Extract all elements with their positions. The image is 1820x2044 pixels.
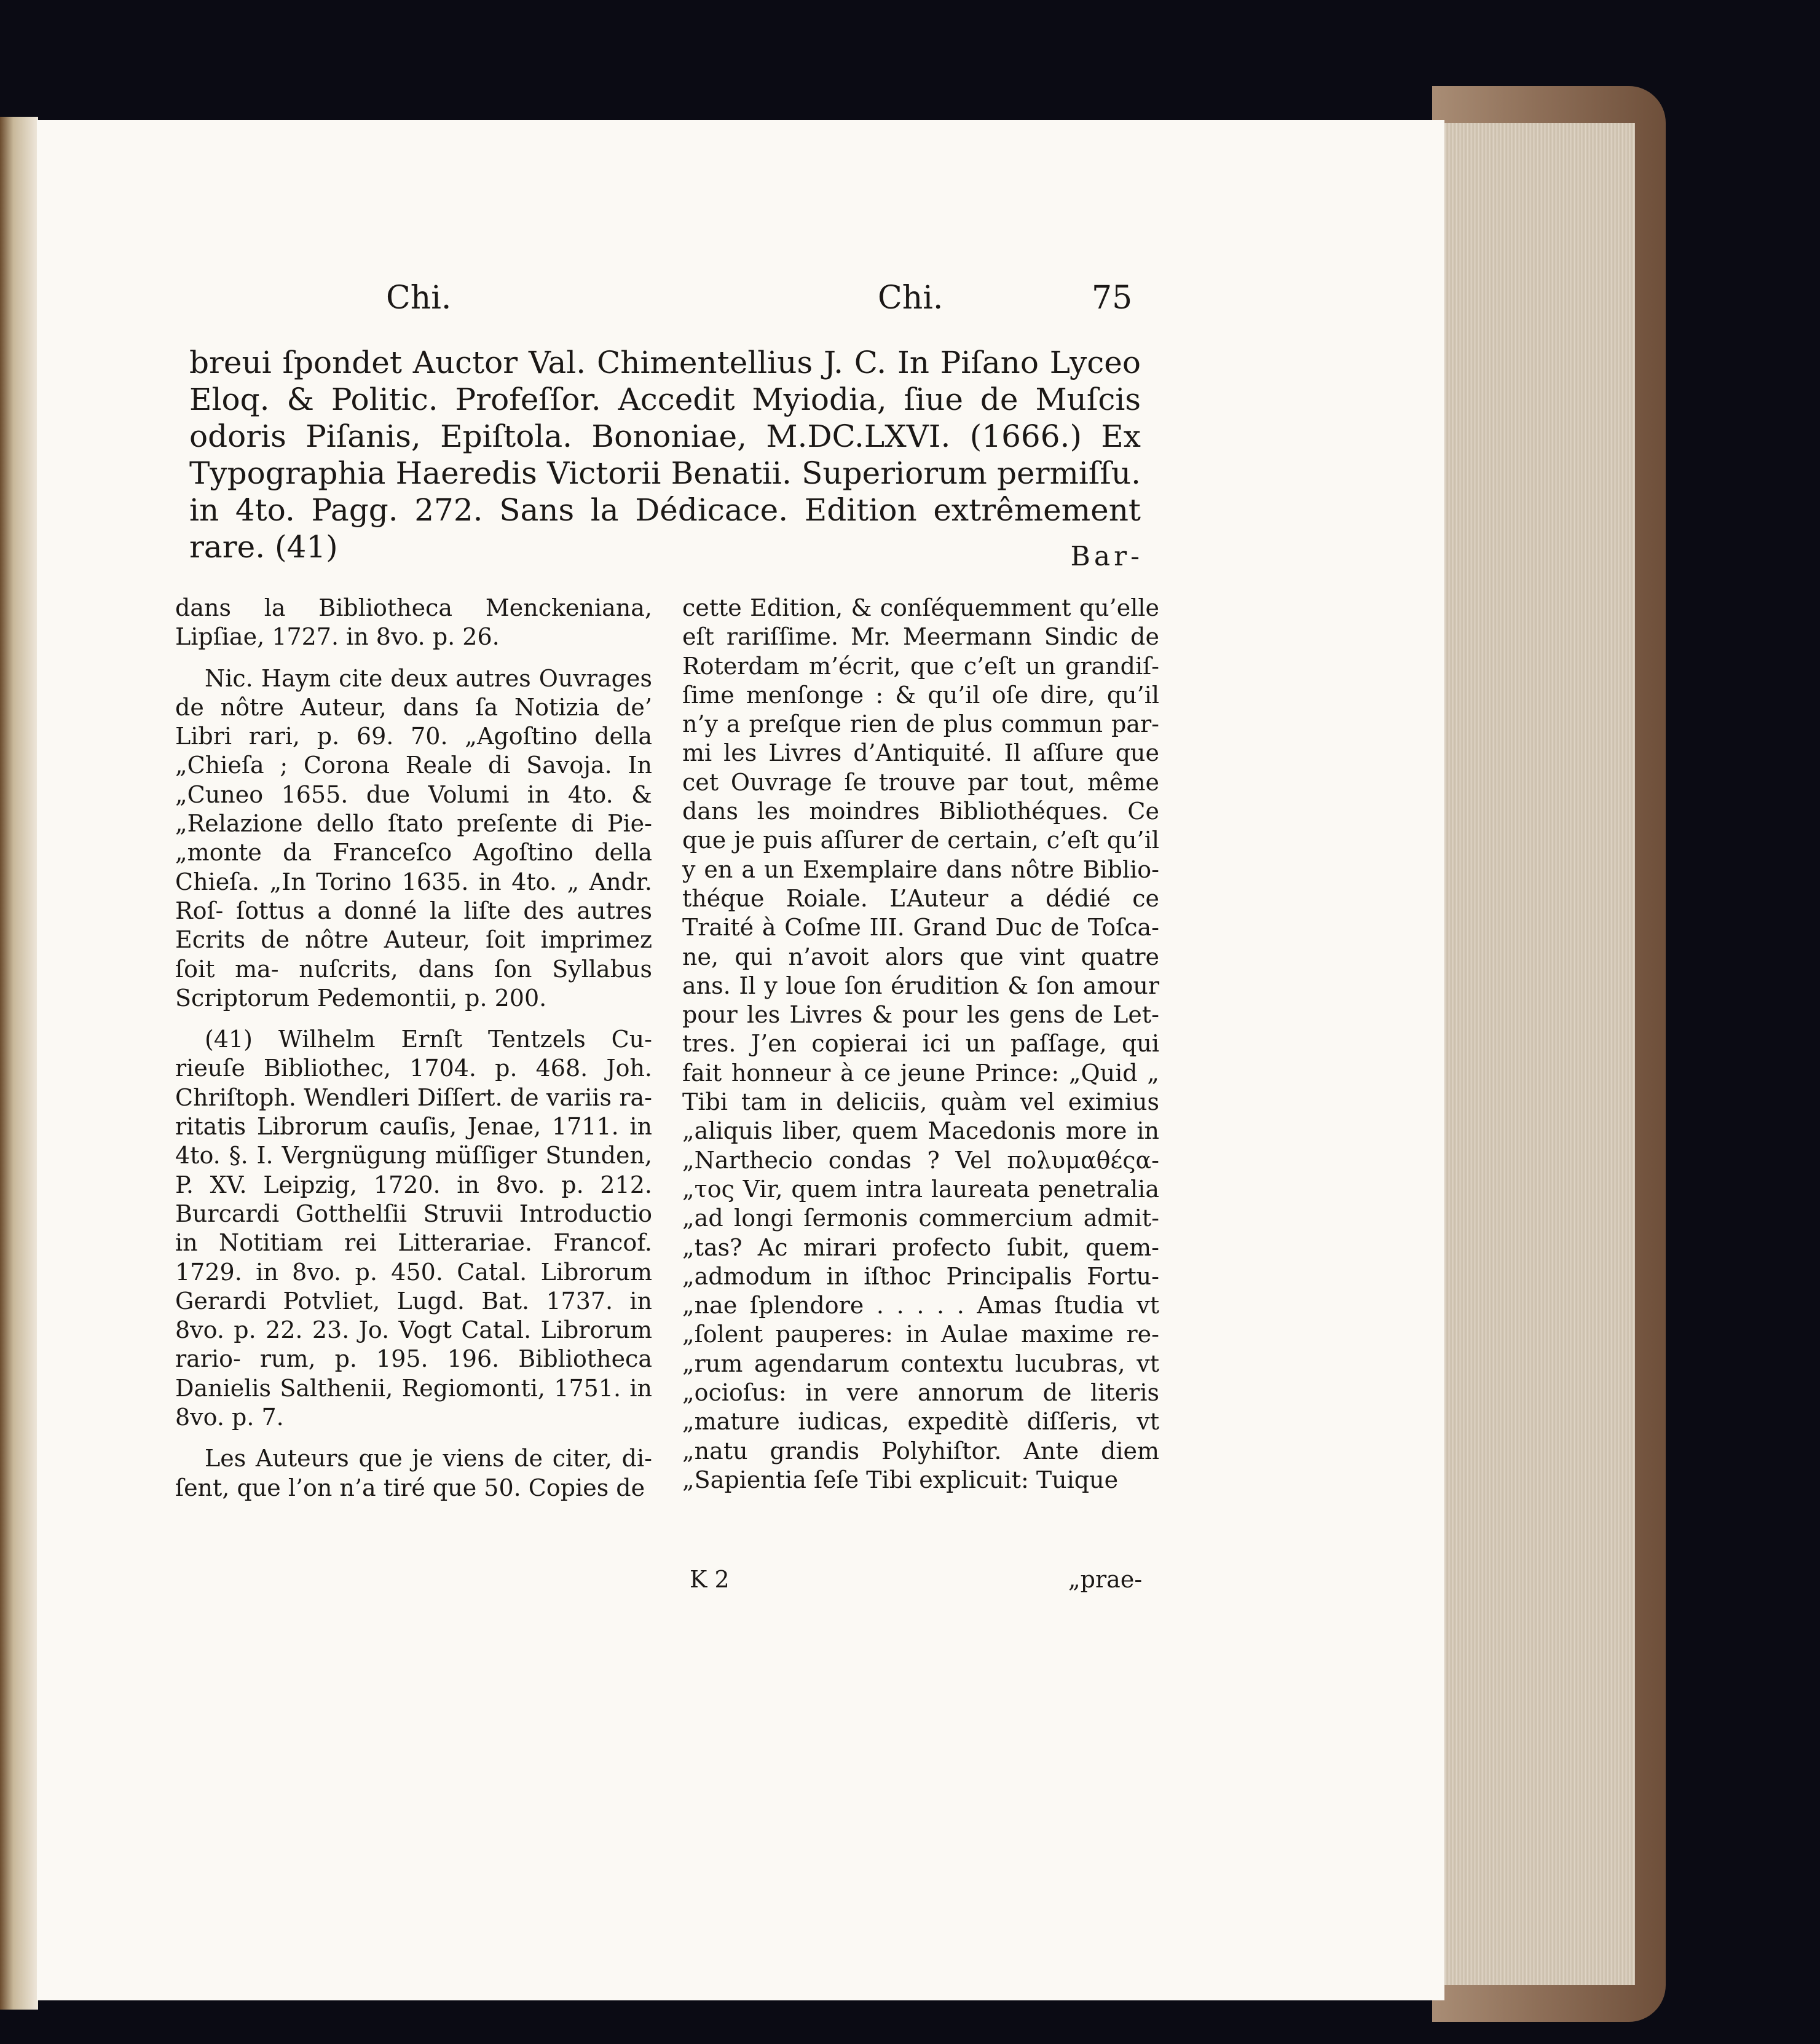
- catchword-top: Bar-: [1070, 541, 1143, 572]
- right-paragraph: cette Edition, & conſéquemment qu’elle eſt rariſſime. Mr. Meermann Sindic de Roterdam m’écrit, que c’eſt un grandiſ- ſime menſonge : & qu’il oſe dire, qu’il n’y a preſque rien de plus commun par- mi les Livres d’Antiquité. Il aſſure que cet Ouvrage ſe trouve par tout, même dans les moindres Bibliothéques. Ce que je puis aſſurer de certain, c’eſt qu’il y en a un Exemplaire dans nôtre Biblio- théque Roiale. L’Auteur a dédié ce Traité à Coſme III. Grand Duc de Toſca- ne, qui n’avoit alors que vint quatre ans. Il y loue ſon érudition & ſon amour pour les Livres & pour les gens de Let- tres. J’en copierai ici un paſſage, qui fait honneur à ce jeune Prince: „Quid „ Tibi tam in deliciis, quàm vel eximius „aliquis liber, quem Macedonis more in „Narthecio condas ? Vel πολυμαθέςα- „τος Vir, quem intra laureata penetralia „ad longi ſermonis commercium admit- „tas? Ac mirari profecto ſubit, quem- „admodum in iſthoc Principalis Fortu- „nae ſplendore . . . . . Amas ſtudia vt „ſolent pauperes: in Aulae maxime re- „rum agendarum contextu lucubras, vt „ocioſus: in vere annorum de literis „mature iudicas, expeditè diſſeris, vt „natu grandis Polyhiſtor. Ante diem „Sapientia ſeſe Tibi explicuit: Tuique: [682, 594, 1159, 1493]
- left-paragraph: (41) Wilhelm Ernſt Tentzels Cu- rieuſe Bibliothec, 1704. p. 468. Joh. Chriſtoph. Wendleri Diſſert. de variis ra- ritatis Librorum cauſis, Jenae, 1711. in 4to. §. I. Vergnügung müſſiger Stunden, P. XV. Leipzig, 1720. in 8vo. p. 212. Burcardi Gotthelſii Struvii Introductio in Notitiam rei Litterariae. Francof. 1729. in 8vo. p. 450. Catal. Librorum Gerardi Potvliet, Lugd. Bat. 1737. in 8vo. p. 22. 23. Jo. Vogt Catal. Librorum rario- rum, p. 195. 196. Bibliotheca Danielis Salthenii, Regiomonti, 1751. in 8vo. p. 7.: [175, 1026, 652, 1431]
- left-column: [175, 594, 652, 1515]
- top-paragraph-text: breui ſpondet Auctor Val. Chimentellius J. C. In Piſano Lyceo Eloq. & Politic. Profeſſor. Accedit Myiodia, ſiue de Muſcis odoris Piſanis, Epiſtola. Bononiae, M.DC.LXVI. (1666.) Ex Typographia Haeredis Victorii Benatii. Superiorum permiſſu. in 4to. Pagg. 272. Sans la Dédicace. Edition extrêmement rare. (41): [189, 345, 1141, 565]
- left-paragraph: Nic. Haym cite deux autres Ouvrages de nôtre Auteur, dans ſa Notizia de’ Libri rari, p. 69. 70. „Agoſtino della „Chieſa ; Corona Reale di Savoja. In „Cuneo 1655. due Volumi in 4to. & „Relazione dello ſtato preſente di Pie- „monte da Franceſco Agoſtino della Chieſa. „In Torino 1635. in 4to. „ Andr. Roſ- ſottus a donné la liſte des autres Ecrits de nôtre Auteur, ſoit imprimez ſoit ma- nuſcrits, dans ſon Syllabus Scriptorum Pedemontii, p. 200.: [175, 664, 652, 1012]
- left-paragraph: dans la Bibliotheca Menckeniana, Lipſiae, 1727. in 8vo. p. 26.: [175, 594, 652, 651]
- catchword-bottom: „prae-: [1068, 1566, 1143, 1593]
- page-block-edges: [1438, 123, 1635, 1985]
- page-number: 75: [1092, 280, 1133, 316]
- running-head-left: Chi.: [386, 280, 452, 316]
- left-paragraph: Les Auteurs que je viens de citer, di- ſent, que l’on n’a tiré que 50. Copies de: [175, 1445, 652, 1501]
- running-head-center: Chi.: [878, 280, 943, 316]
- left-page-edge: [0, 117, 38, 2010]
- right-column: [682, 594, 1159, 1495]
- top-paragraph: [189, 344, 1141, 565]
- signature-mark: K 2: [690, 1566, 730, 1593]
